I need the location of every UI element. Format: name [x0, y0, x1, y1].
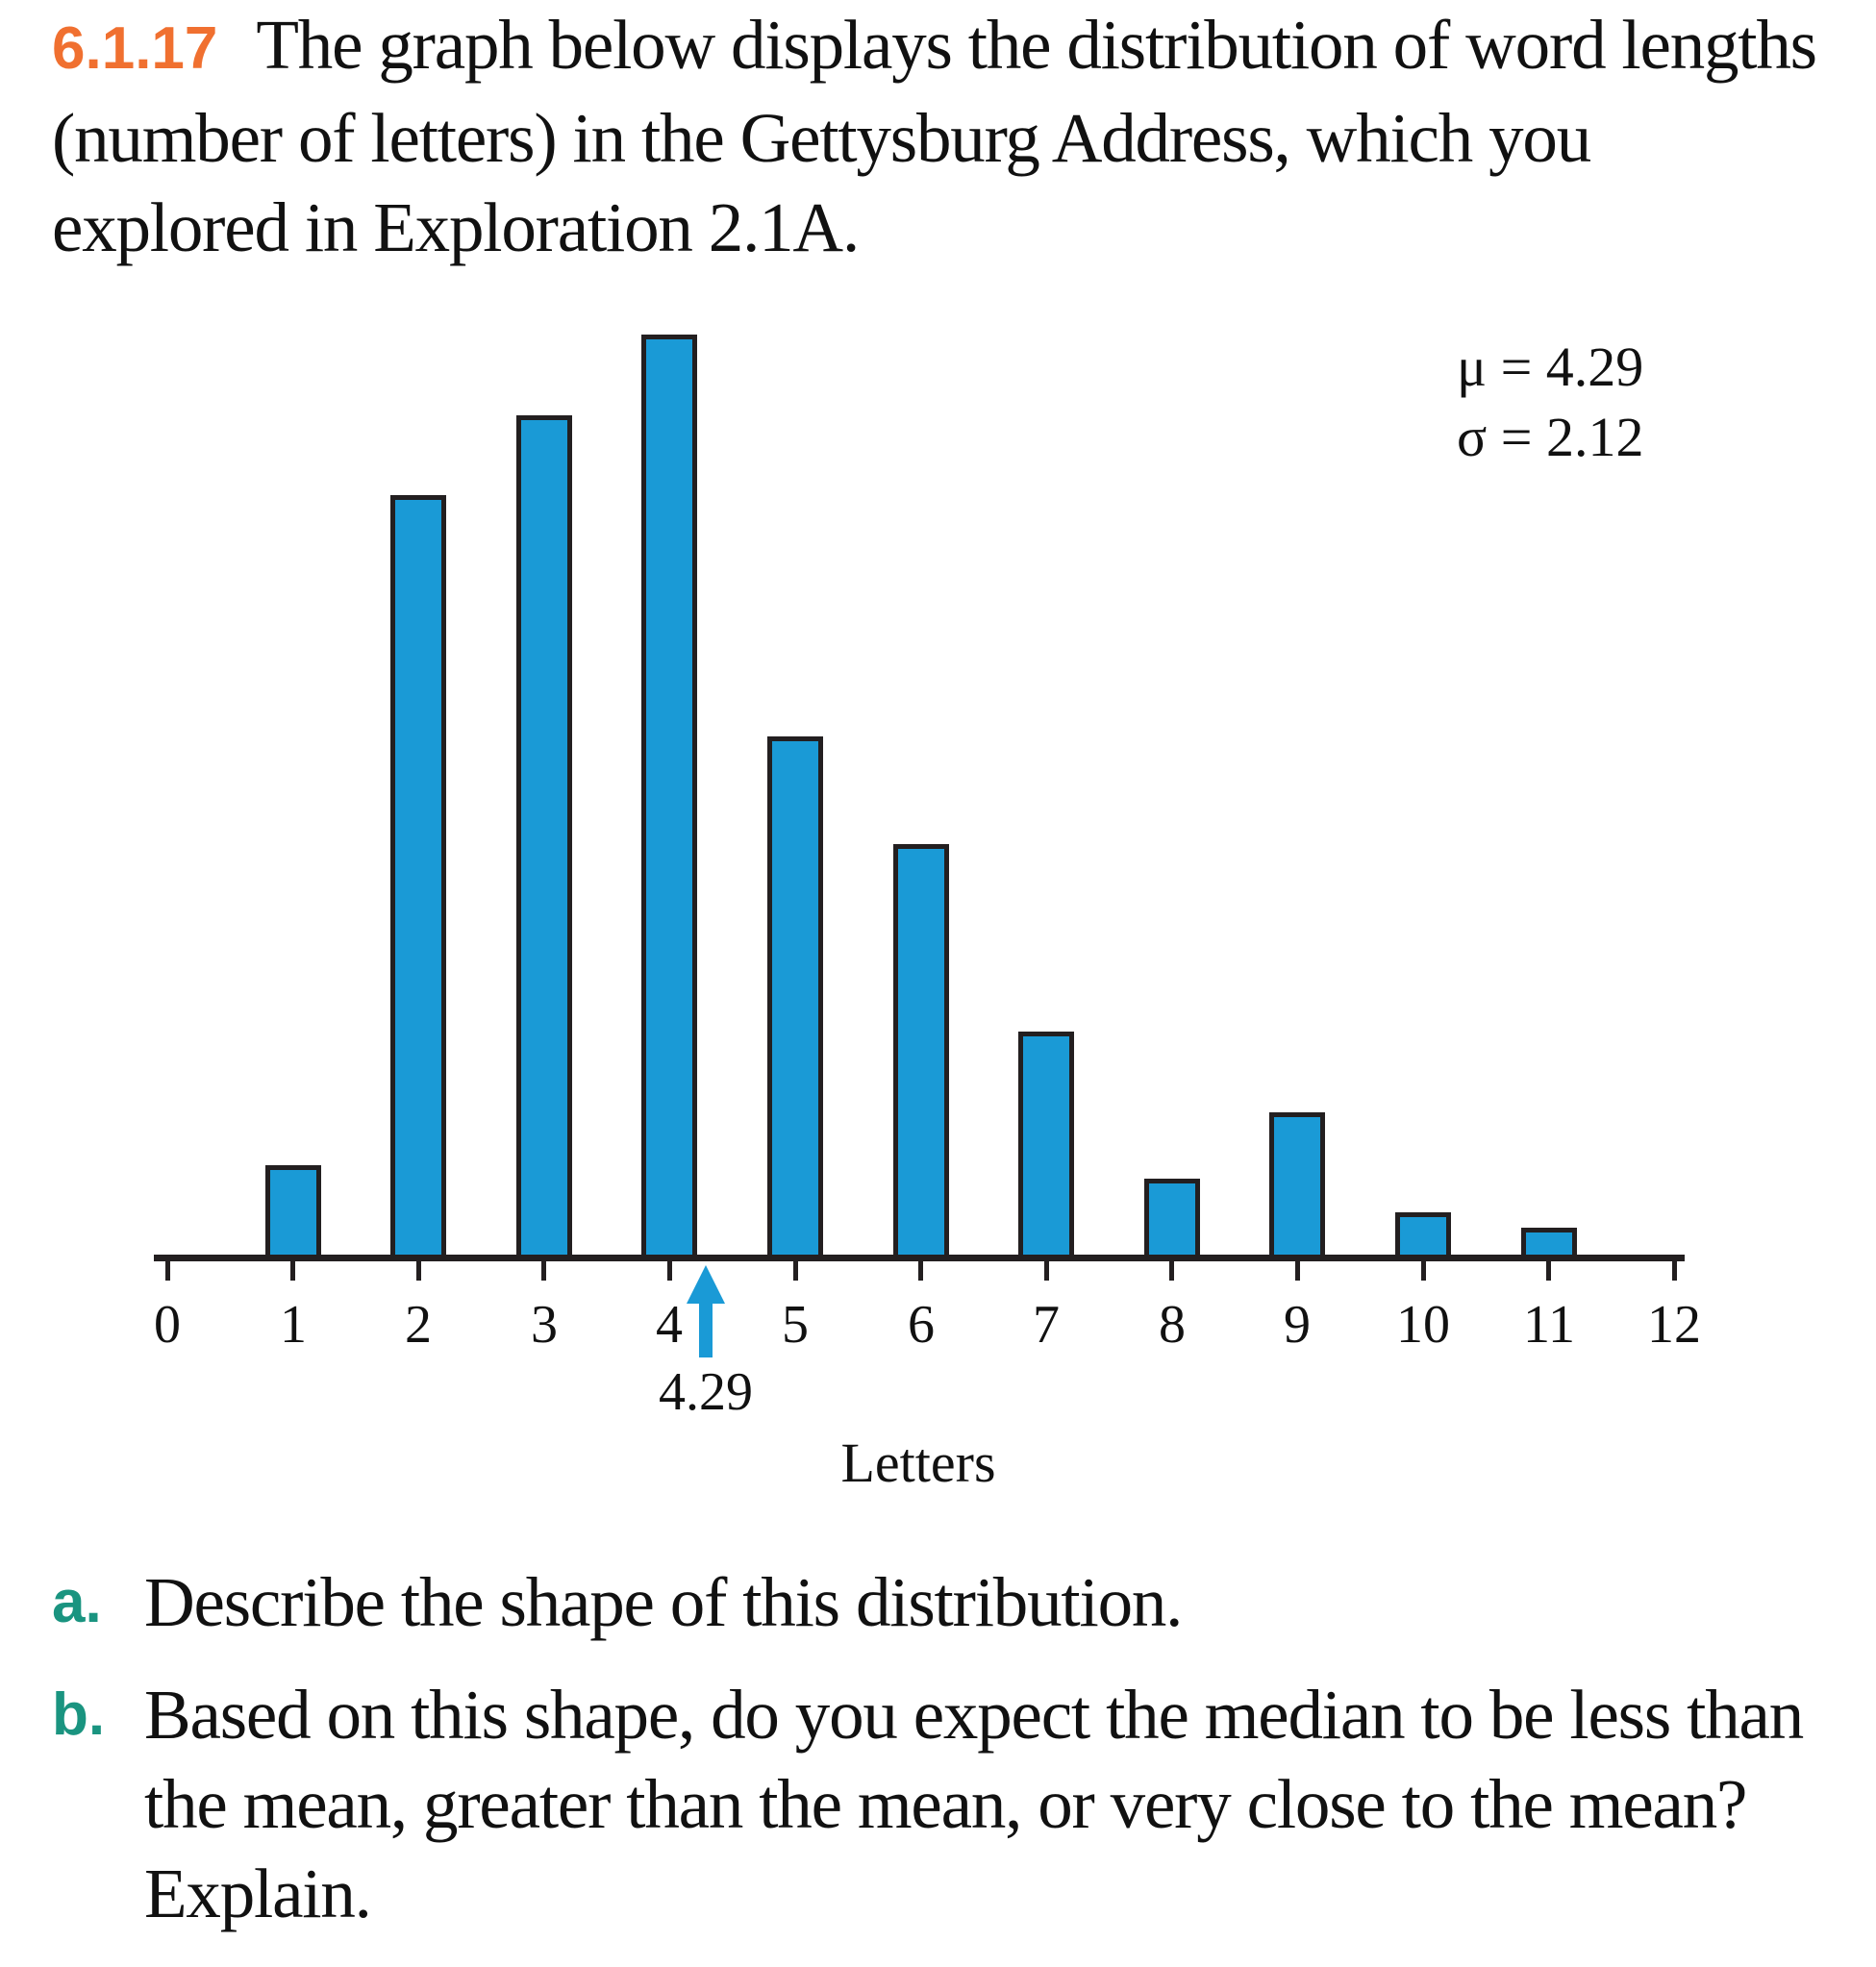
problem-number: 6.1.17 — [52, 15, 218, 82]
mean-stat: μ = 4.29 — [1457, 336, 1644, 398]
x-tick-label: 3 — [531, 1295, 558, 1355]
x-tick-label: 5 — [782, 1295, 809, 1355]
x-tick — [1421, 1259, 1426, 1281]
bar-4-letters — [641, 335, 697, 1261]
mean-arrow-label: 4.29 — [659, 1362, 753, 1422]
mean-arrow-icon — [685, 1265, 727, 1361]
x-tick — [1044, 1259, 1049, 1281]
x-tick-label: 8 — [1159, 1295, 1186, 1355]
x-axis-title: Letters — [840, 1432, 996, 1494]
x-tick — [541, 1259, 546, 1281]
x-tick-label: 7 — [1033, 1295, 1060, 1355]
question-list — [52, 1557, 1821, 1938]
bar-9-letters — [1269, 1112, 1325, 1261]
x-tick — [416, 1259, 421, 1281]
x-tick-label: 4 — [656, 1295, 683, 1355]
bar-8-letters — [1144, 1179, 1200, 1261]
x-tick — [793, 1259, 798, 1281]
x-tick — [1169, 1259, 1174, 1281]
x-tick — [1672, 1259, 1677, 1281]
question-letter: a. — [52, 1569, 102, 1635]
x-tick — [918, 1259, 923, 1281]
x-tick — [290, 1259, 295, 1281]
x-tick — [165, 1259, 170, 1281]
x-tick-label: 2 — [405, 1295, 432, 1355]
x-tick-label: 0 — [154, 1295, 181, 1355]
x-tick — [1546, 1259, 1551, 1281]
bar-3-letters — [516, 415, 572, 1261]
x-tick-label: 1 — [280, 1295, 307, 1355]
summary-stats — [1457, 332, 1643, 472]
x-tick — [1295, 1259, 1300, 1281]
bar-1-letters — [265, 1165, 321, 1261]
bar-7-letters — [1018, 1032, 1074, 1261]
x-tick-label: 6 — [908, 1295, 935, 1355]
x-tick-label: 12 — [1647, 1295, 1701, 1355]
x-tick-label: 9 — [1284, 1295, 1311, 1355]
bar-2-letters — [390, 495, 446, 1261]
problem-text: The graph below displays the distribution of word lengths (number of letters) in the Gettysburg Address, which you explored in Exploration 2.1A. — [52, 6, 1816, 266]
question-a — [52, 1557, 1821, 1647]
question-text: Describe the shape of this distribution. — [144, 1563, 1183, 1641]
question-text: Based on this shape, do you expect the median to be less than the mean, greater than the mean, or very close to the mean? Explain. — [144, 1676, 1804, 1932]
x-tick — [667, 1259, 672, 1281]
x-tick-label: 11 — [1523, 1295, 1575, 1355]
question-b — [52, 1670, 1821, 1938]
sd-stat: σ = 2.12 — [1457, 406, 1644, 468]
question-letter: b. — [52, 1681, 106, 1748]
x-tick-label: 10 — [1396, 1295, 1450, 1355]
bar-6-letters — [893, 844, 949, 1261]
bar-5-letters — [767, 736, 823, 1261]
